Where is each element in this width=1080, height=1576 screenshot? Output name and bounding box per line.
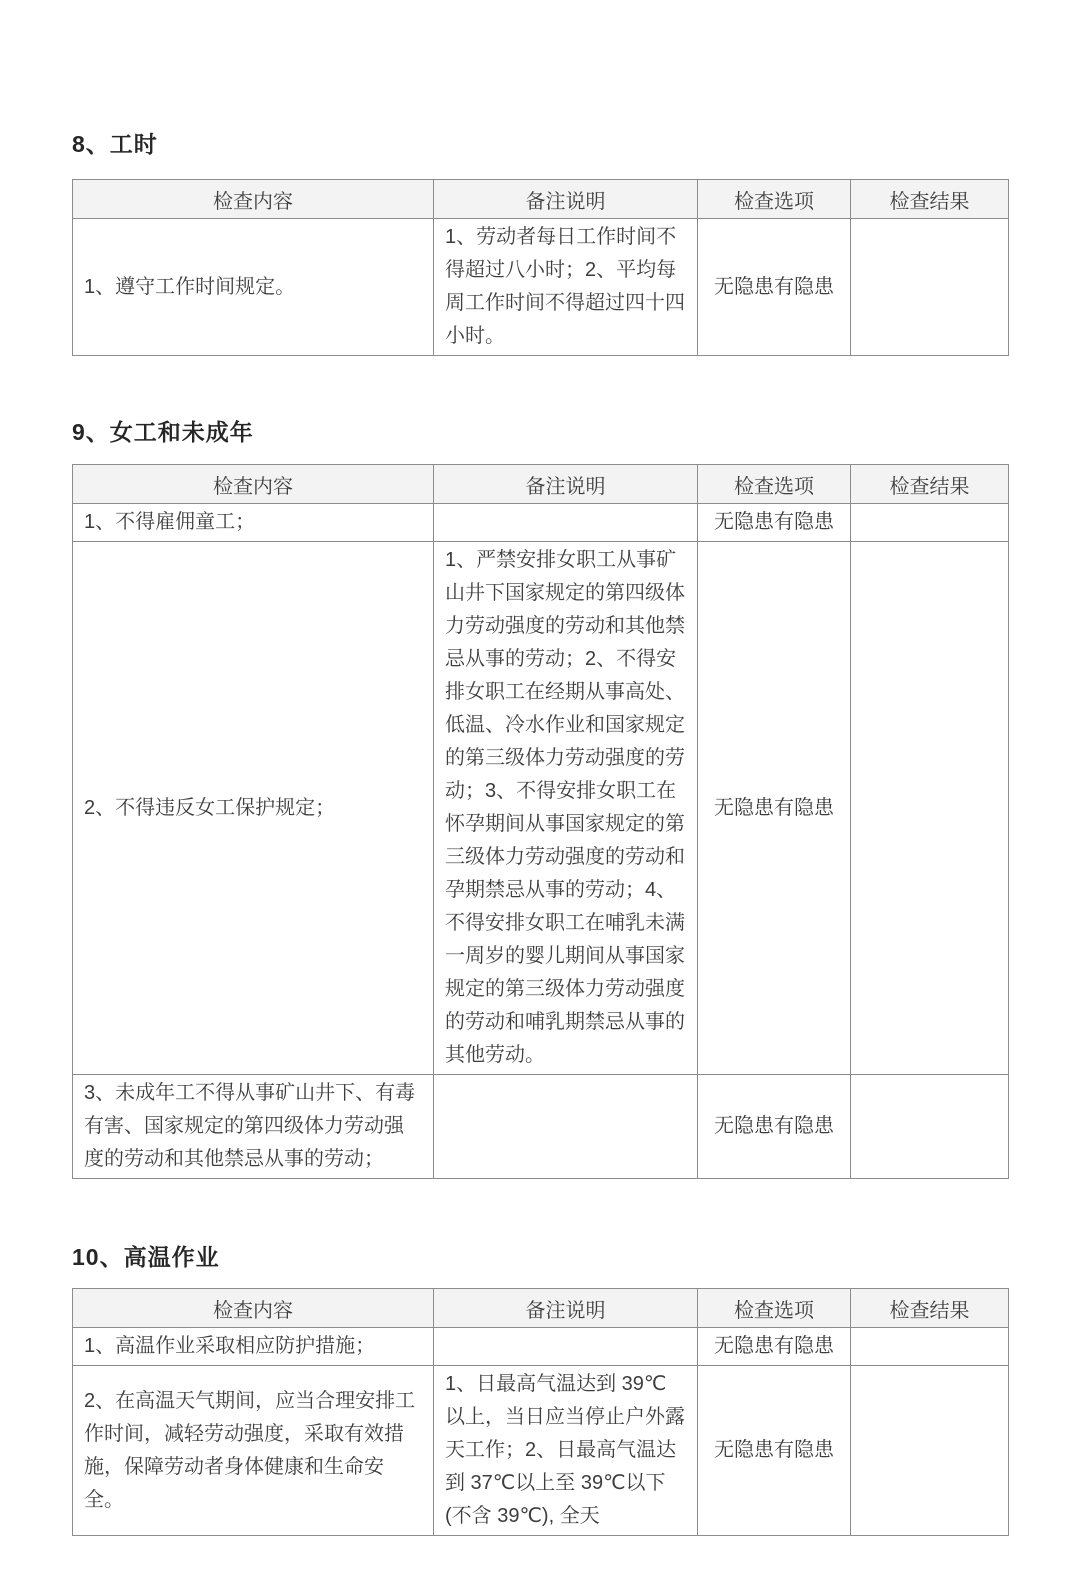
cell-inspection-result: [851, 542, 1009, 1075]
section-high-temperature-work: [72, 1241, 1008, 1536]
section-title-female-workers-and-minors: 9、女工和未成年: [72, 419, 254, 445]
section-title-work-hours: 8、工时: [72, 131, 158, 157]
cell-inspection-options: 无隐患有隐患: [698, 542, 851, 1075]
section-work-hours: [72, 128, 1008, 356]
cell-inspection-content: 3、未成年工不得从事矿山井下、有毒有害、国家规定的第四级体力劳动强度的劳动和其他禁忌从事的劳动；: [73, 1075, 434, 1179]
column-header-inspection-result: 检查结果: [851, 180, 1009, 219]
column-header-inspection-content: 检查内容: [73, 180, 434, 219]
table-row: [73, 1366, 1009, 1536]
cell-inspection-result: [851, 219, 1009, 356]
cell-remarks: [434, 1328, 698, 1366]
cell-inspection-content: 1、高温作业采取相应防护措施；: [73, 1328, 434, 1366]
cell-inspection-content: 1、遵守工作时间规定。: [73, 219, 434, 356]
column-header-inspection-options: 检查选项: [698, 1289, 851, 1328]
cell-remarks: 1、严禁安排女职工从事矿山井下国家规定的第四级体力劳动强度的劳动和其他禁忌从事的劳动；2、不得安排女职工在经期从事高处、低温、冷水作业和国家规定的第三级体力劳动强度的劳动；3、不得安排女职工在怀孕期间从事国家规定的第三级体力劳动强度的劳动和孕期禁忌从事的劳动；4、不得安排女职工在哺乳未满一周岁的婴儿期间从事国家规定的第三级体力劳动强度的劳动和哺乳期禁忌从事的其他劳动。: [434, 542, 698, 1075]
cell-inspection-content: 2、在高温天气期间，应当合理安排工作时间，减轻劳动强度，采取有效措施，保障劳动者身体健康和生命安全。: [73, 1366, 434, 1536]
cell-inspection-content: 1、不得雇佣童工；: [73, 504, 434, 542]
table-header-row: [73, 180, 1009, 219]
column-header-remarks: 备注说明: [434, 1289, 698, 1328]
column-header-remarks: 备注说明: [434, 465, 698, 504]
table-row: [73, 1075, 1009, 1179]
cell-inspection-options: 无隐患有隐患: [698, 219, 851, 356]
cell-remarks: [434, 504, 698, 542]
cell-inspection-result: [851, 1366, 1009, 1536]
cell-inspection-options: 无隐患有隐患: [698, 504, 851, 542]
table-header-row: [73, 1289, 1009, 1328]
cell-inspection-options: 无隐患有隐患: [698, 1366, 851, 1536]
column-header-inspection-content: 检查内容: [73, 1289, 434, 1328]
cell-inspection-result: [851, 1075, 1009, 1179]
table-row: [73, 1328, 1009, 1366]
column-header-inspection-result: 检查结果: [851, 1289, 1009, 1328]
cell-inspection-options: 无隐患有隐患: [698, 1075, 851, 1179]
section-female-workers-and-minors: [72, 416, 1008, 1179]
table-row: [73, 542, 1009, 1075]
cell-inspection-result: [851, 504, 1009, 542]
inspection-table-high-temperature-work: [72, 1288, 1009, 1536]
column-header-inspection-options: 检查选项: [698, 180, 851, 219]
cell-inspection-content: 2、不得违反女工保护规定；: [73, 542, 434, 1075]
column-header-inspection-options: 检查选项: [698, 465, 851, 504]
inspection-table-female-workers-and-minors: [72, 464, 1009, 1179]
column-header-inspection-result: 检查结果: [851, 465, 1009, 504]
table-row: [73, 504, 1009, 542]
section-title-high-temperature-work: 10、高温作业: [72, 1244, 220, 1270]
cell-remarks: 1、日最高气温达到 39℃以上，当日应当停止户外露天工作；2、日最高气温达到 37℃以上至 39℃以下(不含 39℃), 全天: [434, 1366, 698, 1536]
cell-remarks: 1、劳动者每日工作时间不得超过八小时；2、平均每周工作时间不得超过四十四小时。: [434, 219, 698, 356]
cell-inspection-options: 无隐患有隐患: [698, 1328, 851, 1366]
column-header-remarks: 备注说明: [434, 180, 698, 219]
column-header-inspection-content: 检查内容: [73, 465, 434, 504]
cell-inspection-result: [851, 1328, 1009, 1366]
table-header-row: [73, 465, 1009, 504]
inspection-table-work-hours: [72, 179, 1009, 356]
table-row: [73, 219, 1009, 356]
cell-remarks: [434, 1075, 698, 1179]
